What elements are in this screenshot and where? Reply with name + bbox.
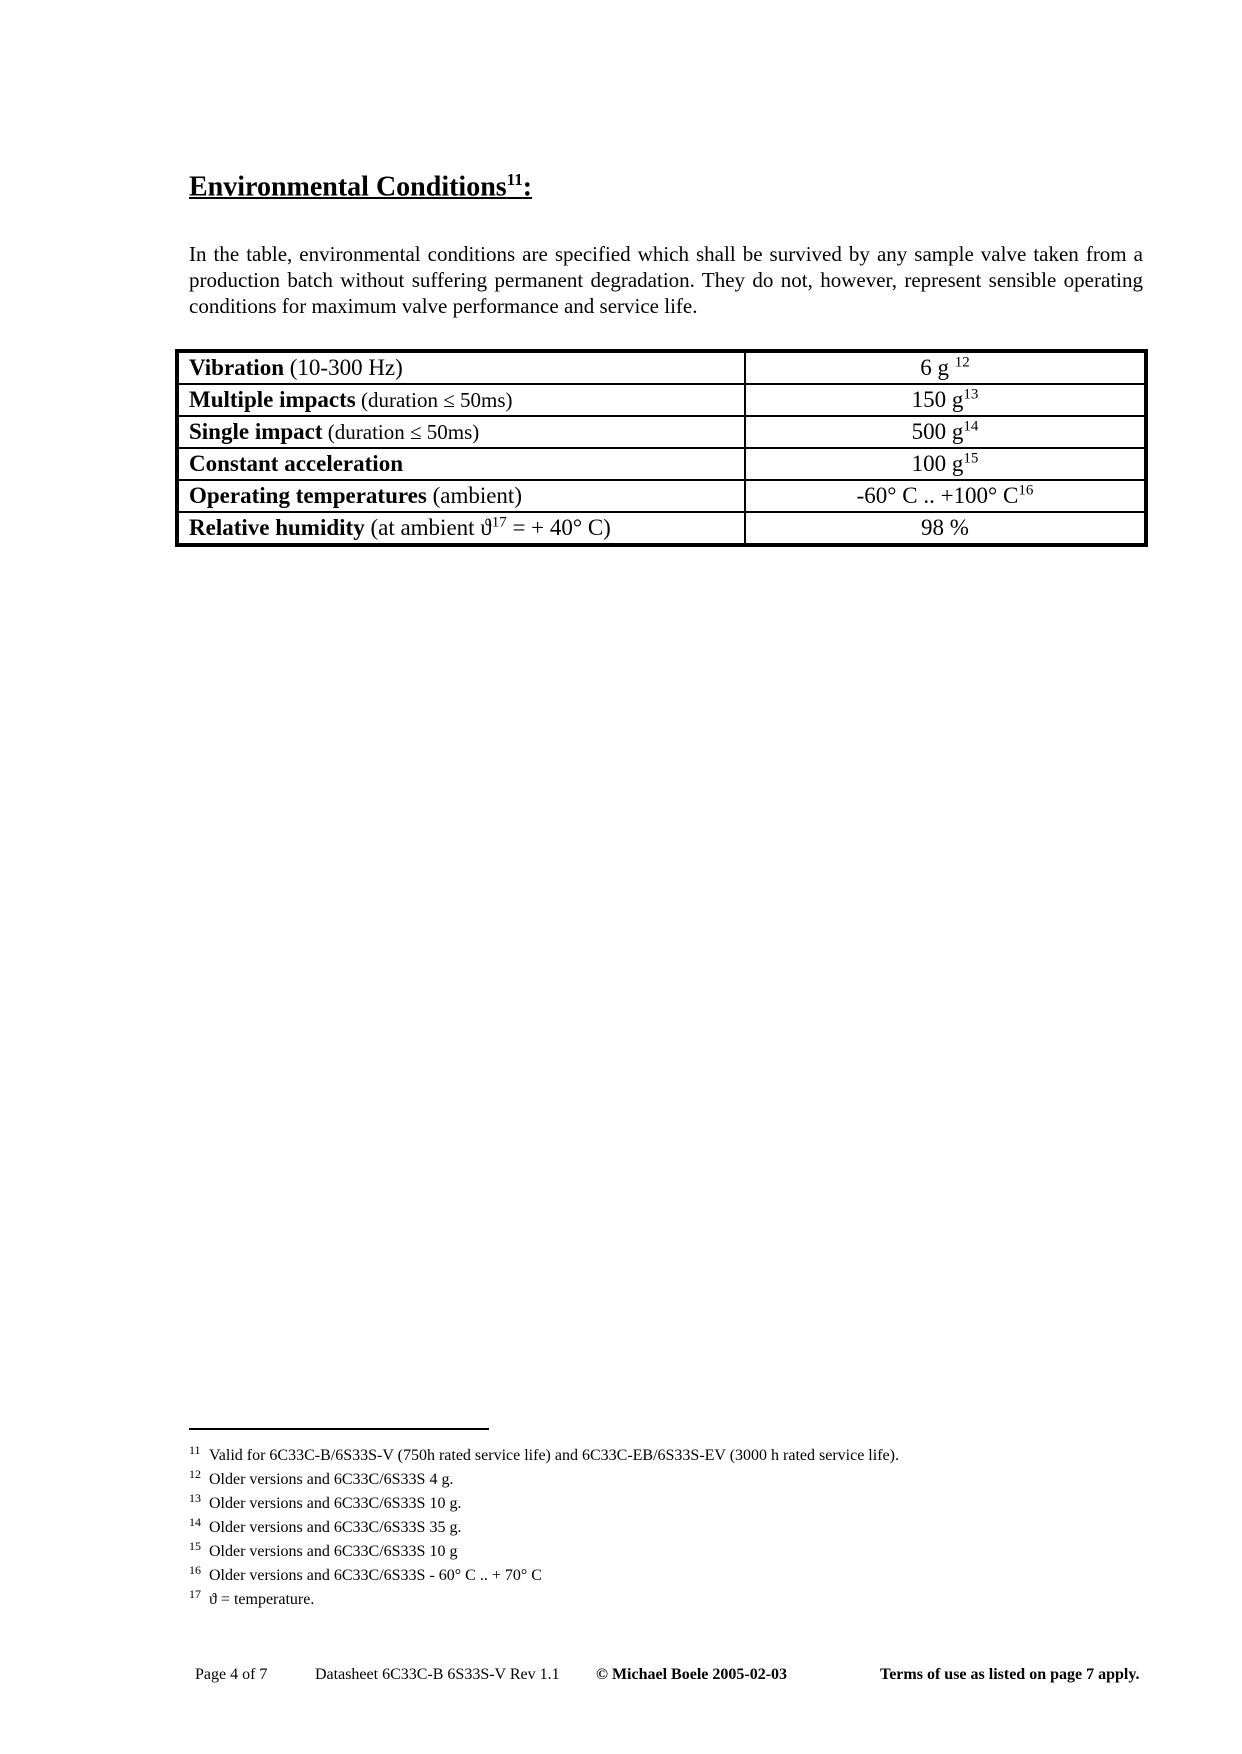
- condition-name: Relative humidity: [189, 515, 365, 540]
- footnote-item: [189, 1510, 899, 1534]
- condition-detail: (ambient): [426, 483, 522, 508]
- footnote-item: [189, 1462, 899, 1486]
- footnote-number: 15: [189, 1539, 201, 1553]
- footnote-item: [189, 1582, 899, 1606]
- condition-detail-after: = + 40° C): [506, 515, 611, 540]
- table-row-single-impact: [177, 416, 1146, 448]
- footnote-item: [189, 1534, 899, 1558]
- value-text: 150 g: [911, 387, 964, 412]
- condition-detail: (10-300 Hz): [284, 355, 403, 380]
- condition-value: [745, 416, 1146, 448]
- value-text: 100 g: [911, 451, 964, 476]
- condition-name: Operating temperatures: [189, 483, 427, 508]
- condition-label: [177, 512, 745, 545]
- table-row-constant-acceleration: [177, 448, 1146, 480]
- table-row-vibration: [177, 351, 1146, 384]
- heading-footnote-ref[interactable]: 11: [506, 170, 523, 189]
- condition-detail: (at ambient ϑ: [364, 515, 492, 540]
- condition-detail: (duration ≤ 50ms): [322, 420, 480, 444]
- footnote-text: Older versions and 6C33C/6S33S - 60° C .. + 70° C: [209, 1567, 542, 1584]
- footnote-text: Valid for 6C33C-B/6S33S-V (750h rated service life) and 6C33C-EB/6S33S-EV (3000 h rated service life).: [209, 1447, 899, 1464]
- condition-value: [745, 448, 1146, 480]
- footnote-item: [189, 1486, 899, 1510]
- heading-text: Environmental Conditions: [189, 171, 507, 203]
- condition-value: [745, 384, 1146, 416]
- table-row-multiple-impacts: [177, 384, 1146, 416]
- copyright-notice: © Michael Boele 2005-02-03: [596, 1666, 788, 1683]
- table-row-operating-temperatures: [177, 480, 1146, 512]
- detail-footnote-ref[interactable]: 17: [491, 514, 507, 531]
- condition-detail: (duration ≤ 50ms): [355, 388, 513, 412]
- value-text: 500 g: [911, 419, 964, 444]
- value-text: 98 %: [921, 515, 969, 540]
- footnote-number: 17: [189, 1587, 201, 1601]
- footnote-number: 16: [189, 1563, 201, 1577]
- page-number: Page 4 of 7: [195, 1666, 268, 1683]
- condition-label: [177, 384, 745, 416]
- value-footnote-ref[interactable]: 14: [963, 418, 979, 435]
- footnote-text: Older versions and 6C33C/6S33S 10 g.: [209, 1495, 462, 1512]
- footnote-text: Older versions and 6C33C/6S33S 4 g.: [209, 1471, 454, 1488]
- footnote-item: [189, 1438, 899, 1462]
- condition-value: [745, 480, 1146, 512]
- condition-label: [177, 448, 745, 480]
- section-heading: [189, 170, 532, 203]
- value-text: -60° C .. +100° C: [856, 483, 1019, 508]
- environmental-conditions-table: [175, 349, 1148, 547]
- condition-name: Vibration: [189, 355, 284, 380]
- condition-name: Single impact: [189, 419, 323, 444]
- footnote-number: 14: [189, 1515, 201, 1529]
- condition-label: [177, 416, 745, 448]
- condition-label: [177, 480, 745, 512]
- value-footnote-ref[interactable]: 12: [954, 354, 970, 371]
- footnote-number: 11: [189, 1443, 201, 1457]
- table-row-relative-humidity: [177, 512, 1146, 545]
- condition-label: [177, 351, 745, 384]
- condition-name: Constant acceleration: [189, 451, 403, 476]
- value-footnote-ref[interactable]: 16: [1018, 482, 1034, 499]
- page-footer: [0, 1663, 1242, 1687]
- footnote-number: 12: [189, 1467, 201, 1481]
- terms-notice: Terms of use as listed on page 7 apply.: [880, 1666, 1140, 1683]
- footnote-text: ϑ = temperature.: [209, 1591, 315, 1608]
- value-text: 6 g: [920, 355, 955, 380]
- intro-paragraph: In the table, environmental conditions are specified which shall be survived by any sample valve taken from a production batch without suffering permanent degradation. They do not, however, represent sensible operating conditions for maximum valve performance and service life.: [189, 242, 1143, 318]
- footnotes-list: [189, 1438, 899, 1606]
- value-footnote-ref[interactable]: 15: [963, 450, 979, 467]
- footnote-text: Older versions and 6C33C/6S33S 35 g.: [209, 1519, 462, 1536]
- footnote-item: [189, 1558, 899, 1582]
- heading-suffix: :: [522, 171, 533, 203]
- document-title: Datasheet 6C33C-B 6S33S-V Rev 1.1: [315, 1666, 560, 1683]
- value-footnote-ref[interactable]: 13: [963, 386, 979, 403]
- footnote-text: Older versions and 6C33C/6S33S 10 g: [209, 1543, 458, 1560]
- footnote-number: 13: [189, 1491, 201, 1505]
- condition-value: [745, 512, 1146, 545]
- condition-name: Multiple impacts: [189, 387, 356, 412]
- footnote-separator: [189, 1428, 489, 1430]
- condition-value: [745, 351, 1146, 384]
